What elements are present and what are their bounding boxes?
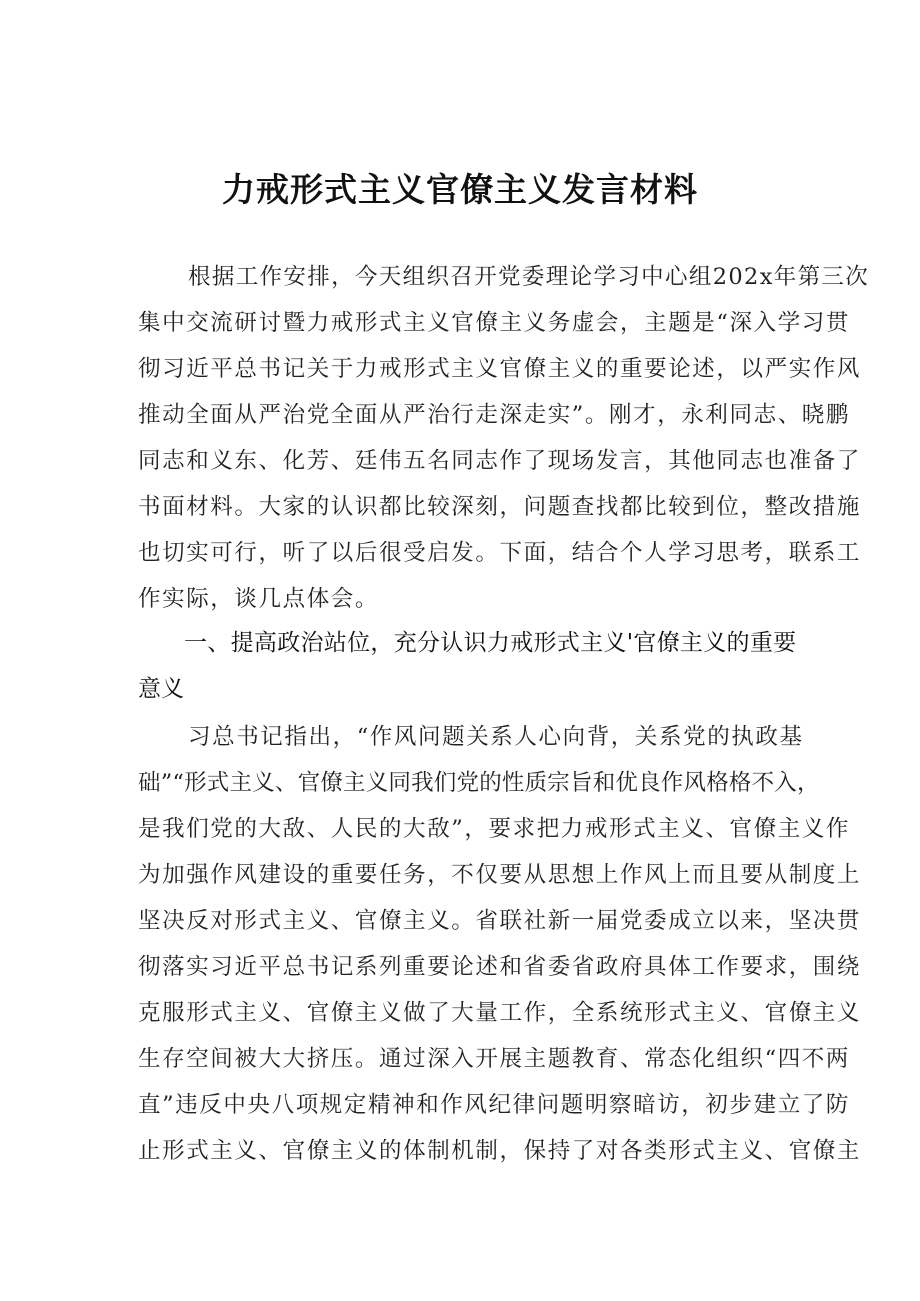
text-line: 为加强作风建设的重要任务，不仅要从思想上作风上而且要从制度上 <box>138 862 862 888</box>
text-line: 作实际，谈几点体会。 <box>138 586 380 612</box>
text-line: 是我们党的大敌、人民的大敌”，要求把力戒形式主义、官僚主义作 <box>138 816 851 842</box>
text-line: 同志和义东、化芳、廷伟五名同志作了现场发言，其他同志也准备了 <box>138 448 862 474</box>
heading-line: 一、提高政治站位，充分认识力戒形式主义'官僚主义的重要 <box>184 630 797 656</box>
document-title: 力戒形式主义官僚主义发言材料 <box>222 170 698 209</box>
text-line: 集中交流研讨暨力戒形式主义官僚主义务虚会，主题是“深入学习贯 <box>138 310 851 336</box>
text-line: 克服形式主义、官僚主义做了大量工作，全系统形式主义、官僚主义 <box>138 1000 862 1026</box>
text-line: 书面材料。大家的认识都比较深刻，问题查找都比较到位，整改措施 <box>138 494 862 520</box>
text-line: 推动全面从严治党全面从严治行走深走实”。刚才，永利同志、晓鹏 <box>138 402 851 428</box>
text-line: 习总书记指出，“作风问题关系人心向背，关系党的执政基 <box>188 724 804 750</box>
text-line: 止形式主义、官僚主义的体制机制，保持了对各类形式主义、官僚主 <box>138 1138 862 1164</box>
text-line: 彻习近平总书记关于力戒形式主义官僚主义的重要论述，以严实作风 <box>138 356 862 382</box>
text-line: 础”“形式主义、官僚主义同我们党的性质宗旨和优良作风格格不入， <box>138 770 820 796</box>
heading-line: 意义 <box>138 676 184 702</box>
text-line: 坚决反对形式主义、官僚主义。省联社新一届党委成立以来，坚决贯 <box>138 908 862 934</box>
text-line: 彻落实习近平总书记系列重要论述和省委省政府具体工作要求，围绕 <box>138 954 862 980</box>
text-line: 根据工作安排，今天组织召开党委理论学习中心组202x年第三次 <box>188 264 870 290</box>
text-line: 生存空间被大大挤压。通过深入开展主题教育、常态化组织“四不两 <box>138 1046 851 1072</box>
text-line: 也切实可行，听了以后很受启发。下面，结合个人学习思考，联系工 <box>138 540 862 566</box>
text-line: 直”违反中央八项规定精神和作风纪律问题明察暗访，初步建立了防 <box>138 1092 851 1118</box>
